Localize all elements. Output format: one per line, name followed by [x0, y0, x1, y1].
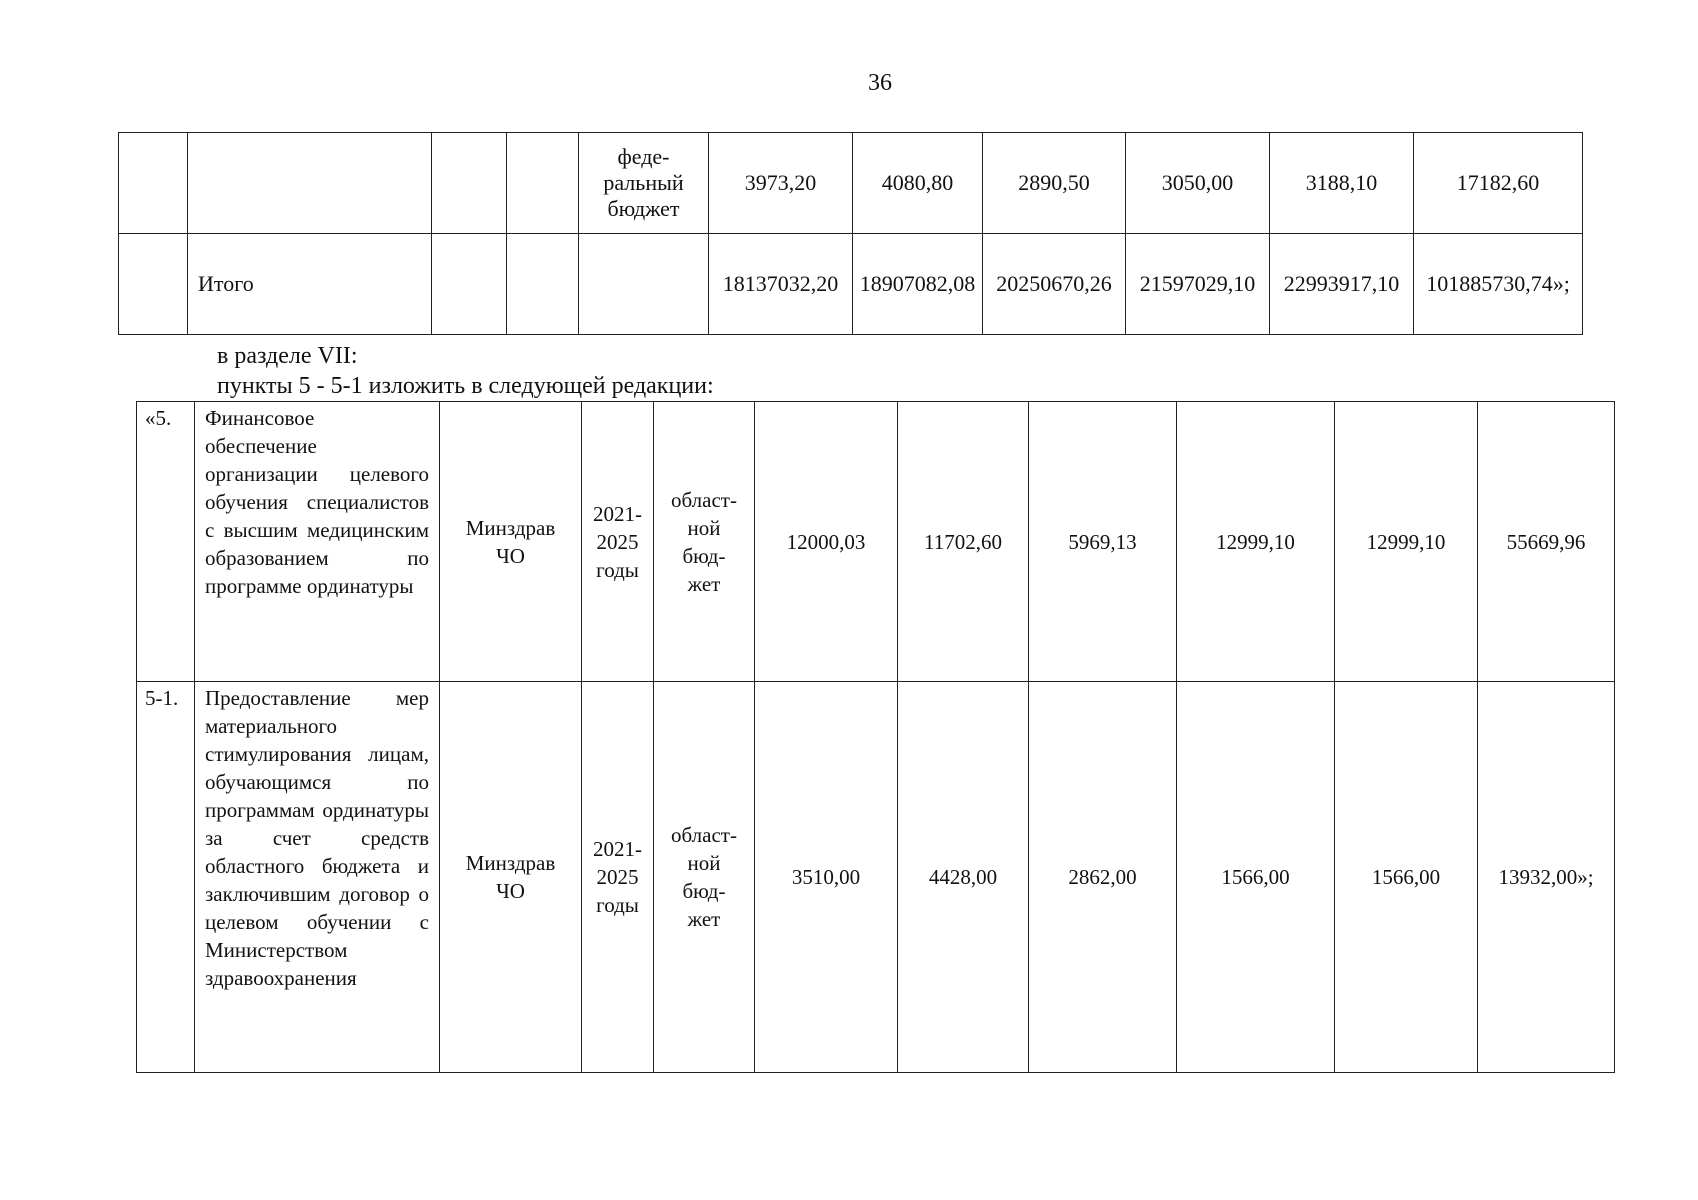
value-2025: 22993917,10 [1270, 234, 1414, 335]
item-number: 5-1. [137, 682, 195, 1073]
value-2021: 3973,20 [709, 133, 853, 234]
value-total: 101885730,74»; [1414, 234, 1583, 335]
row-label-total: Итого [188, 234, 432, 335]
table-row [137, 402, 1615, 682]
value-2021: 12000,03 [755, 402, 898, 682]
executor-cell [440, 682, 582, 1073]
value-2022: 11702,60 [898, 402, 1029, 682]
value-total: 13932,00»; [1478, 682, 1615, 1073]
value-2024: 1566,00 [1177, 682, 1335, 1073]
period-cell [582, 682, 654, 1073]
table-cell [507, 234, 579, 335]
instruction-points: пункты 5 - 5-1 изложить в следующей редакции: [217, 373, 714, 399]
value-2021: 18137032,20 [709, 234, 853, 335]
funding-source [579, 234, 709, 335]
item-number: «5. [137, 402, 195, 682]
budget-table-continuation [118, 132, 1583, 335]
value-2025: 3188,10 [1270, 133, 1414, 234]
value-total: 55669,96 [1478, 402, 1615, 682]
funding-source: област- ной бюд- жет [671, 823, 737, 931]
source-cell [654, 402, 755, 682]
executor-cell [440, 402, 582, 682]
period: 2021- 2025 годы [593, 501, 642, 582]
measures-table [136, 401, 1615, 1073]
value-2023: 2862,00 [1029, 682, 1177, 1073]
value-2022: 18907082,08 [853, 234, 983, 335]
value-2024: 12999,10 [1177, 402, 1335, 682]
value-total: 17182,60 [1414, 133, 1583, 234]
table-cell [119, 133, 188, 234]
funding-source: област- ной бюд- жет [671, 487, 737, 596]
value-2024: 21597029,10 [1126, 234, 1270, 335]
table-cell [432, 234, 507, 335]
period: 2021- 2025 годы [593, 837, 642, 917]
source-text: феде- ральный бюджет [603, 144, 684, 221]
period-cell [582, 402, 654, 682]
instruction-section: в разделе VII: [217, 343, 358, 369]
table-row [119, 234, 1583, 335]
value-2024: 3050,00 [1126, 133, 1270, 234]
executor: Минздрав ЧО [465, 515, 556, 568]
table-row [119, 133, 1583, 234]
source-cell [654, 682, 755, 1073]
value-2023: 2890,50 [983, 133, 1126, 234]
executor: Минздрав ЧО [465, 851, 556, 903]
value-2025: 1566,00 [1335, 682, 1478, 1073]
row-label [188, 133, 432, 234]
value-2023: 20250670,26 [983, 234, 1126, 335]
value-2021: 3510,00 [755, 682, 898, 1073]
table-row [137, 682, 1615, 1073]
table-cell [119, 234, 188, 335]
funding-source [579, 133, 709, 234]
value-2023: 5969,13 [1029, 402, 1177, 682]
value-2022: 4080,80 [853, 133, 983, 234]
table-cell [507, 133, 579, 234]
page-number: 36 [868, 70, 892, 96]
item-description: Финансовое обеспечение организации целевого обучения специалистов с высшим медицинским образованием по программе ординатуры [195, 402, 440, 682]
item-description: Предоставление мер материального стимулирования лицам, обучающимся по программам ординатуры за счет средств областного бюджета и заключившим договор о целевом обучении с Министерством здравоохранения [195, 682, 440, 1073]
value-2022: 4428,00 [898, 682, 1029, 1073]
value-2025: 12999,10 [1335, 402, 1478, 682]
table-cell [432, 133, 507, 234]
